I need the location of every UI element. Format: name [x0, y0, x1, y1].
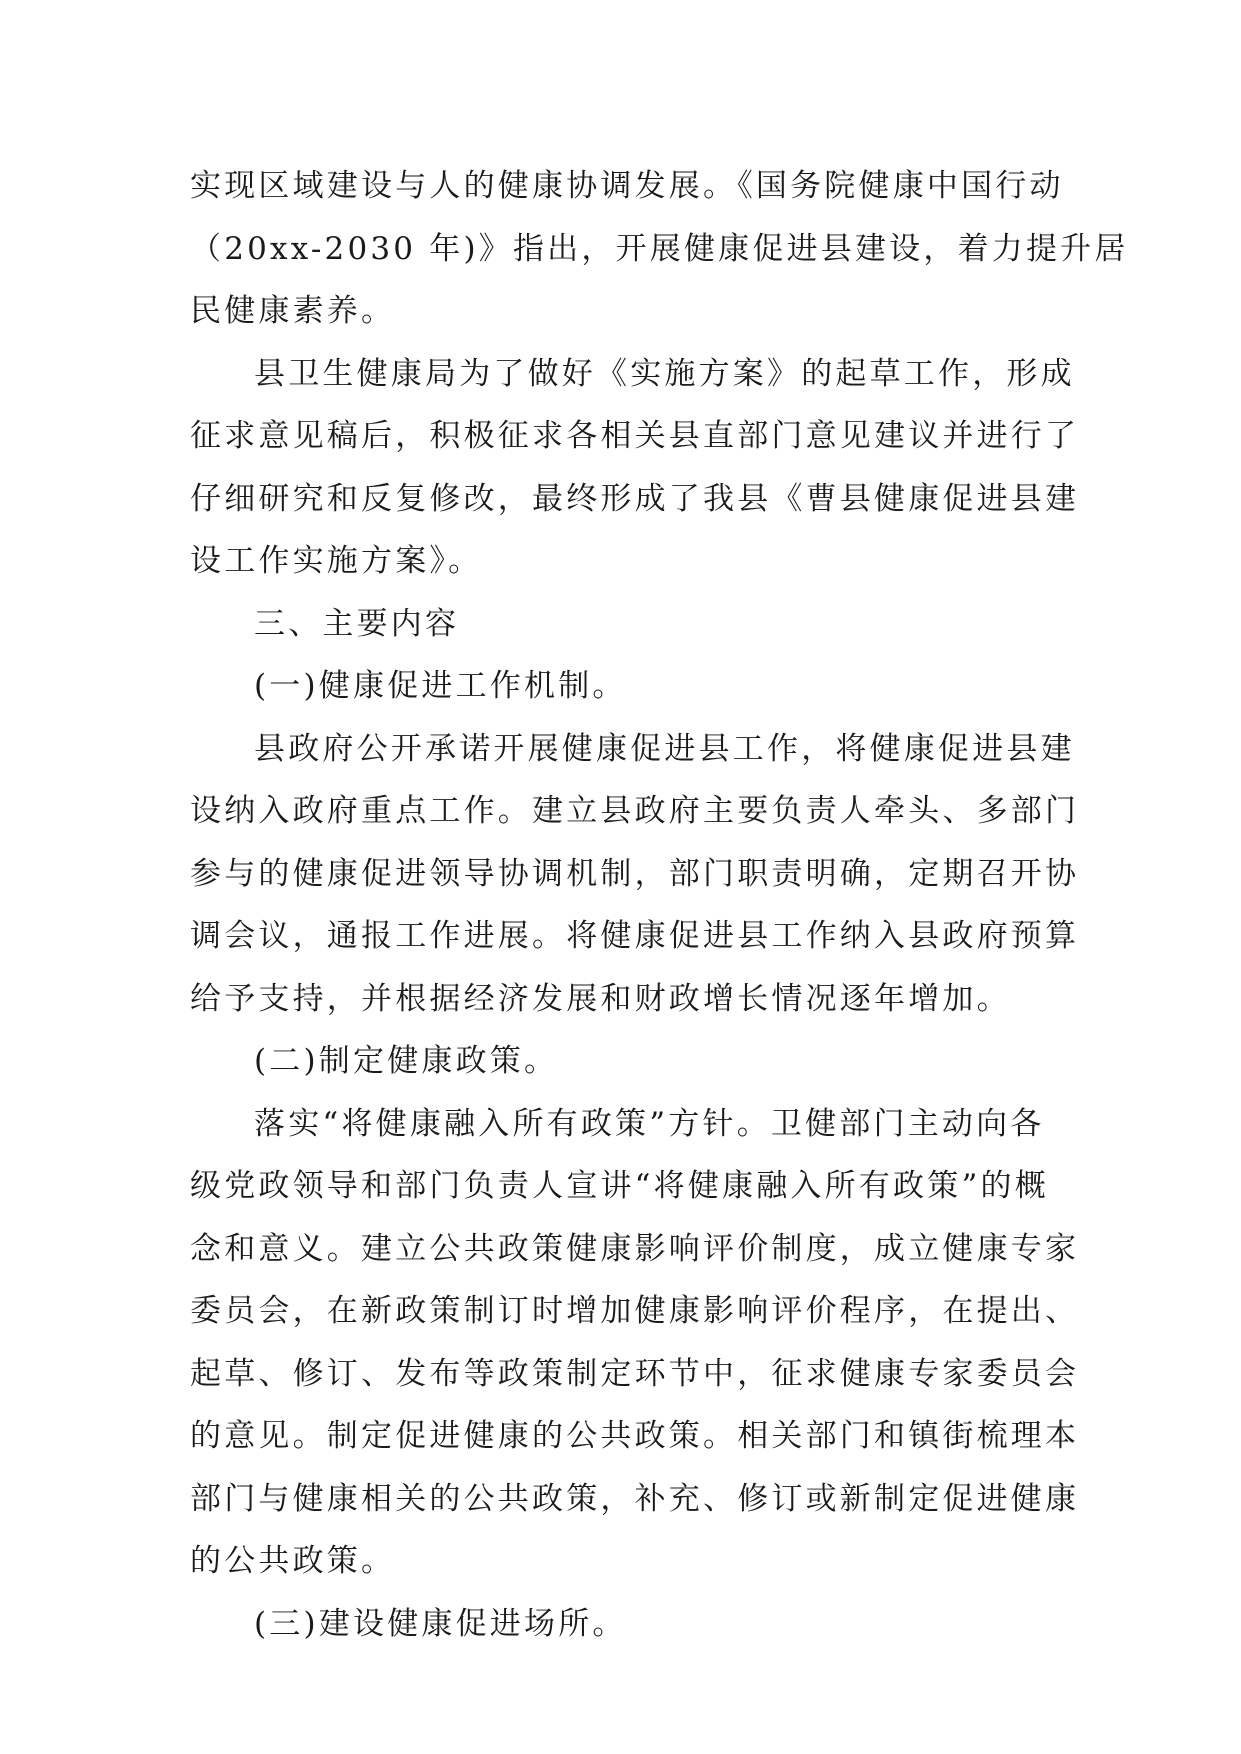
text-line: 起草、修订、发布等政策制定环节中，征求健康专家委员会 [190, 1355, 1080, 1392]
text-line: 参与的健康促进领导协调机制，部门职责明确，定期召开协 [190, 855, 1080, 892]
section-heading: 三、主要内容 [254, 605, 460, 642]
document-body [190, 155, 1129, 1655]
text-line: 的公共政策。 [190, 1543, 396, 1579]
text-line: 设工作实施方案》。 [190, 543, 483, 579]
text-line: 民健康素养。 [190, 293, 396, 329]
paragraph-first-line: 落实“将健康融入所有政策”方针。卫健部门主动向各 [254, 1105, 1045, 1142]
subsection-heading: (一)健康促进工作机制。 [254, 668, 627, 704]
subsection-heading: (三)建设健康促进场所。 [254, 1605, 627, 1642]
text-line: 委员会，在新政策制订时增加健康影响评价程序，在提出、 [190, 1293, 1080, 1329]
text-line: 征求意见稿后，积极征求各相关县直部门意见建议并进行了 [190, 418, 1080, 454]
text-line: 调会议，通报工作进展。将健康促进县工作纳入县政府预算 [190, 918, 1080, 954]
text-line: （20xx-2030 年)》指出，开展健康促进县建设，着力提升居 [190, 230, 1129, 267]
text-line: 的意见。制定促进健康的公共政策。相关部门和镇街梳理本 [190, 1418, 1080, 1454]
text-line: 级党政领导和部门负责人宣讲“将健康融入所有政策”的概 [190, 1168, 1049, 1204]
text-line: 给予支持，并根据经济发展和财政增长情况逐年增加。 [190, 980, 1011, 1017]
text-line: 念和意义。建立公共政策健康影响评价制度，成立健康专家 [190, 1230, 1080, 1267]
subsection-heading: (二)制定健康政策。 [254, 1043, 559, 1079]
paragraph-first-line: 县卫生健康局为了做好《实施方案》的起草工作，形成 [254, 355, 1075, 392]
paragraph-first-line: 县政府公开承诺开展健康促进县工作，将健康促进县建 [254, 730, 1075, 767]
text-line: 设纳入政府重点工作。建立县政府主要负责人牵头、多部门 [190, 793, 1080, 829]
text-line: 部门与健康相关的公共政策，补充、修订或新制定促进健康 [190, 1480, 1080, 1517]
text-line: 实现区域建设与人的健康协调发展。《国务院健康中国行动 [190, 168, 1064, 204]
text-line: 仔细研究和反复修改，最终形成了我县《曹县健康促进县建 [190, 480, 1080, 517]
